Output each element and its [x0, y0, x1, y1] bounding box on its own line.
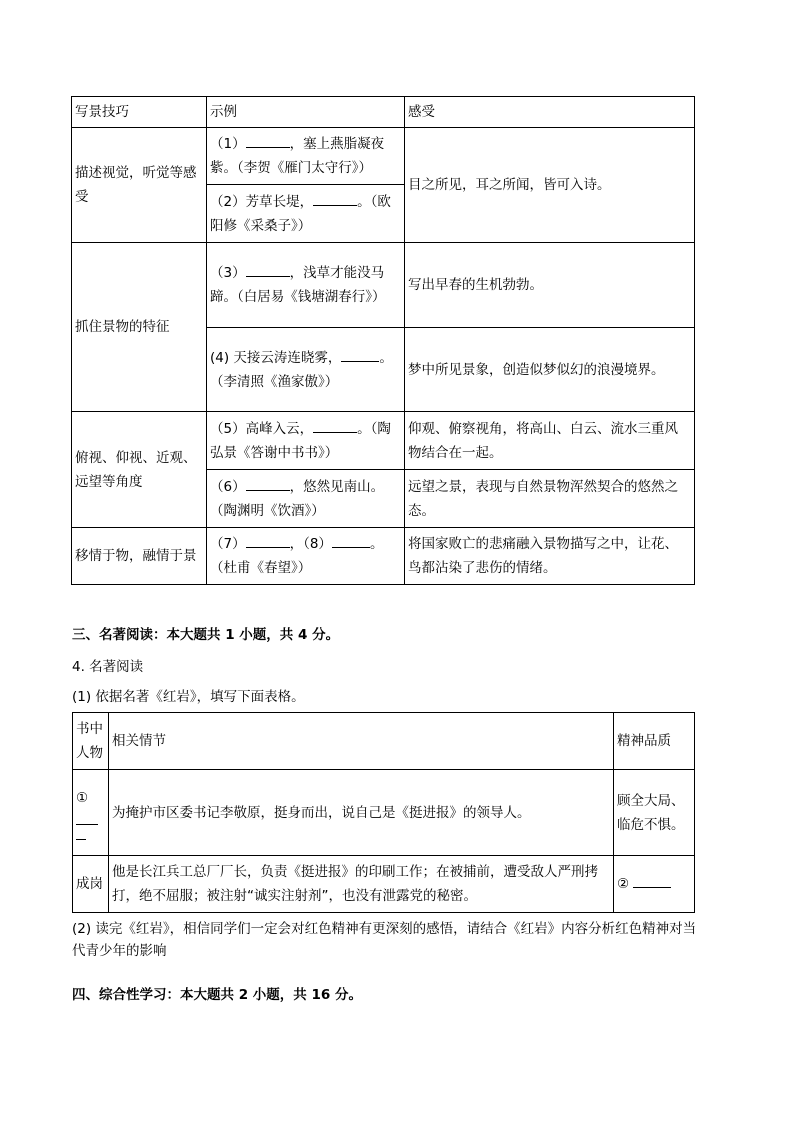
answer-blank[interactable] — [246, 476, 290, 491]
header-technique: 写景技巧 — [72, 97, 207, 128]
example-cell: (4) 天接云涛连晓雾， 。（李清照《渔家傲》） — [207, 328, 405, 412]
technique-cell: 描述视觉，听觉等感受 — [72, 128, 207, 243]
plot-cell: 为掩护市区委书记李敬原，挺身而出，说自己是《挺进报》的领导人。 — [109, 770, 614, 856]
answer-blank[interactable] — [313, 191, 357, 206]
question-text: (1) 依据名著《红岩》，填写下面表格。 — [72, 689, 305, 705]
technique-cell: 移情于物，融情于景 — [72, 528, 207, 585]
example-cell: （5）高峰入云， 。（陶弘景《答谢中书书》） — [207, 412, 405, 470]
feeling-cell: 仰观、俯察视角，将高山、白云、流水三重风物结合在一起。 — [405, 412, 695, 470]
answer-blank[interactable] — [76, 810, 98, 825]
example-cell: （2）芳草长堤， 。（欧阳修《采桑子》） — [207, 185, 405, 243]
header-plot: 相关情节 — [109, 713, 614, 770]
answer-blank[interactable] — [76, 825, 86, 840]
answer-blank[interactable] — [332, 533, 370, 548]
poetry-technique-table — [71, 96, 695, 585]
example-cell: （1） ，塞上燕脂凝夜紫。（李贺《雁门太守行》） — [207, 128, 405, 185]
section-heading: 三、名著阅读：本大题共 1 小题，共 4 分。 — [72, 627, 340, 643]
example-cell: （7） ，（8） 。（杜甫《春望》） — [207, 528, 405, 585]
quality-cell: ② — [614, 856, 695, 913]
feeling-cell: 将国家败亡的悲痛融入景物描写之中，让花、鸟都沾染了悲伤的情绪。 — [405, 528, 695, 585]
question-text: (2) 读完《红岩》，相信同学们一定会对红色精神有更深刻的感悟，请结合《红岩》内容分析红色精神对当代青少年的影响 — [72, 921, 697, 959]
technique-cell: 抓住景物的特征 — [72, 243, 207, 412]
feeling-cell: 写出早春的生机勃勃。 — [405, 243, 695, 328]
feeling-cell: 远望之景，表现与自然景物浑然契合的悠然之态。 — [405, 470, 695, 528]
answer-blank[interactable] — [313, 418, 357, 433]
answer-blank[interactable] — [633, 873, 671, 888]
answer-blank[interactable] — [341, 347, 379, 362]
quality-cell: 顾全大局、临危不惧。 — [614, 770, 695, 856]
header-feeling: 感受 — [405, 97, 695, 128]
person-cell: 成岗 — [73, 856, 109, 913]
feeling-cell: 梦中所见景象，创造似梦似幻的浪漫境界。 — [405, 328, 695, 412]
hongyan-table — [72, 712, 695, 913]
header-person: 书中人物 — [73, 713, 109, 770]
question-title: 4. 名著阅读 — [72, 659, 144, 675]
technique-cell: 俯视、仰视、近观、远望等角度 — [72, 412, 207, 528]
plot-cell: 他是长江兵工总厂厂长，负责《挺进报》的印刷工作；在被捕前，遭受敌人严刑拷打，绝不屈服；被注射“诚实注射剂”，也没有泄露党的秘密。 — [109, 856, 614, 913]
header-quality: 精神品质 — [614, 713, 695, 770]
feeling-cell: 目之所见，耳之所闻，皆可入诗。 — [405, 128, 695, 243]
header-example: 示例 — [207, 97, 405, 128]
example-cell: （3） ，浅草才能没马蹄。（白居易《钱塘湖春行》） — [207, 243, 405, 328]
example-cell: （6） ，悠然见南山。（陶渊明《饮酒》） — [207, 470, 405, 528]
answer-blank[interactable] — [246, 262, 290, 277]
answer-blank[interactable] — [246, 133, 290, 148]
answer-blank[interactable] — [246, 533, 290, 548]
person-cell: ① — [73, 770, 109, 856]
section-heading: 四、综合性学习：本大题共 2 小题，共 16 分。 — [72, 987, 362, 1003]
